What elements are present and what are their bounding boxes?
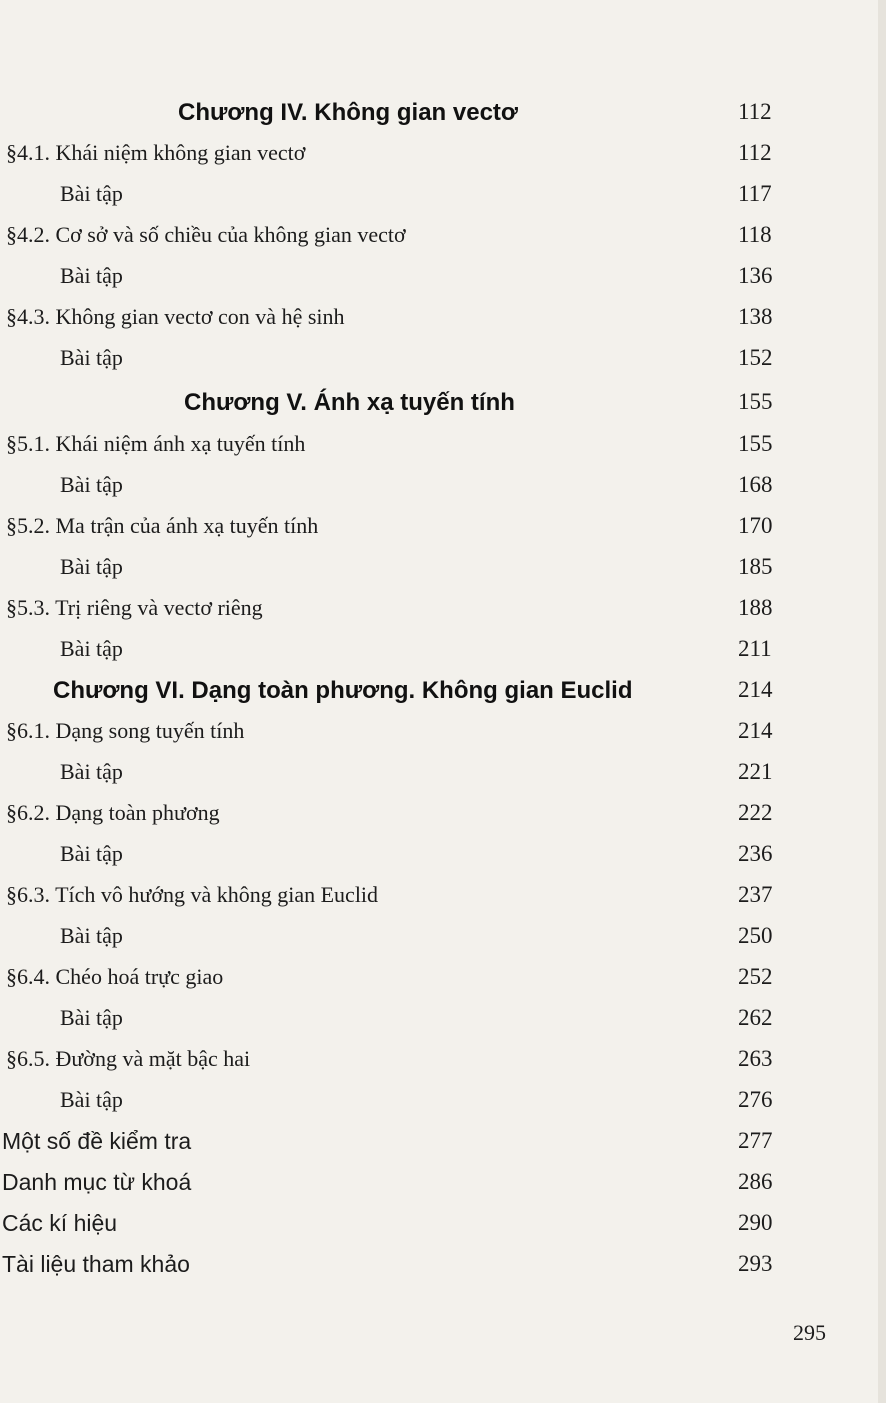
- toc-entry-section: [0, 222, 886, 262]
- entry-page: 170: [738, 513, 773, 538]
- toc-entry-exercise: [0, 1005, 886, 1045]
- entry-label: Bài tập: [60, 636, 123, 661]
- toc-entry-back-matter: [0, 1251, 886, 1291]
- entry-page: 152: [738, 345, 773, 370]
- entry-label: §4.3. Không gian vectơ con và hệ sinh: [6, 304, 345, 329]
- entry-label: Danh mục từ khoá: [2, 1169, 192, 1195]
- toc-entry-section: [0, 513, 886, 553]
- entry-page: 286: [738, 1169, 773, 1194]
- toc-entry-exercise: [0, 554, 886, 594]
- toc-entry-back-matter: [0, 1210, 886, 1250]
- entry-label: §6.4. Chéo hoá trực giao: [6, 964, 224, 989]
- toc-entry-section: [0, 800, 886, 840]
- chapter-page: 155: [738, 389, 773, 414]
- toc-entry-exercise: [0, 636, 886, 676]
- entry-label: §4.1. Khái niệm không gian vectơ: [6, 140, 306, 165]
- chapter-page: 214: [738, 677, 773, 702]
- entry-label: §6.5. Đường và mặt bậc hai: [6, 1046, 251, 1071]
- toc-entry-exercise: [0, 1087, 886, 1127]
- toc-entry-section: [0, 140, 886, 180]
- chapter-heading: [0, 389, 886, 429]
- entry-page: 118: [738, 222, 772, 247]
- entry-page: 211: [738, 636, 772, 661]
- entry-page: 290: [738, 1210, 773, 1235]
- entry-label: Một số đề kiểm tra: [2, 1128, 192, 1154]
- toc-entry-exercise: [0, 759, 886, 799]
- entry-page: 155: [738, 431, 773, 456]
- toc-entry-section: [0, 431, 886, 471]
- entry-page: 276: [738, 1087, 773, 1112]
- toc-entry-exercise: [0, 472, 886, 512]
- entry-label: Bài tập: [60, 554, 123, 579]
- entry-page: 117: [738, 181, 772, 206]
- chapter-title: Chương VI. Dạng toàn phương. Không gian Euclid: [53, 677, 633, 704]
- entry-page: 293: [738, 1251, 773, 1276]
- toc-entry-back-matter: [0, 1128, 886, 1168]
- chapter-title: Chương V. Ánh xạ tuyến tính: [184, 389, 515, 416]
- chapter-page: 112: [738, 99, 772, 124]
- entry-page: 237: [738, 882, 773, 907]
- entry-page: 252: [738, 964, 773, 989]
- entry-label: Bài tập: [60, 841, 123, 866]
- page-number: 295: [793, 1320, 826, 1345]
- entry-page: 250: [738, 923, 773, 948]
- entry-label: Bài tập: [60, 345, 123, 370]
- chapter-title: Chương IV. Không gian vectơ: [178, 99, 518, 126]
- entry-label: Bài tập: [60, 472, 123, 497]
- entry-label: Bài tập: [60, 1005, 123, 1030]
- entry-label: §6.2. Dạng toàn phương: [6, 800, 220, 825]
- entry-page: 138: [738, 304, 773, 329]
- entry-label: Bài tập: [60, 923, 123, 948]
- entry-label: Bài tập: [60, 263, 123, 288]
- chapter-heading: [0, 99, 886, 139]
- entry-page: 263: [738, 1046, 773, 1071]
- entry-label: §6.3. Tích vô hướng và không gian Euclid: [6, 882, 379, 907]
- entry-label: §5.2. Ma trận của ánh xạ tuyến tính: [6, 513, 319, 538]
- entry-page: 185: [738, 554, 773, 579]
- entry-page: 262: [738, 1005, 773, 1030]
- toc-entry-section: [0, 595, 886, 635]
- toc-entry-exercise: [0, 263, 886, 303]
- toc-entry-section: [0, 304, 886, 344]
- entry-page: 277: [738, 1128, 773, 1153]
- entry-label: §5.3. Trị riêng và vectơ riêng: [6, 595, 263, 620]
- toc-entry-back-matter: [0, 1169, 886, 1209]
- toc-entry-section: [0, 718, 886, 758]
- entry-page: 112: [738, 140, 772, 165]
- entry-page: 221: [738, 759, 773, 784]
- toc-entry-section: [0, 882, 886, 922]
- entry-page: 236: [738, 841, 773, 866]
- entry-label: §4.2. Cơ sở và số chiều của không gian vectơ: [6, 222, 406, 247]
- entry-page: 214: [738, 718, 773, 743]
- toc-entry-exercise: [0, 345, 886, 385]
- toc-entry-section: [0, 964, 886, 1004]
- entry-label: §6.1. Dạng song tuyến tính: [6, 718, 245, 743]
- entry-label: Bài tập: [60, 759, 123, 784]
- toc-entry-section: [0, 1046, 886, 1086]
- entry-page: 188: [738, 595, 773, 620]
- toc-entry-exercise: [0, 923, 886, 963]
- entry-label: Các kí hiệu: [2, 1210, 118, 1236]
- entry-label: §5.1. Khái niệm ánh xạ tuyến tính: [6, 431, 306, 456]
- entry-page: 168: [738, 472, 773, 497]
- entry-label: Tài liệu tham khảo: [2, 1251, 190, 1277]
- entry-page: 136: [738, 263, 773, 288]
- toc-entry-exercise: [0, 181, 886, 221]
- entry-page: 222: [738, 800, 773, 825]
- entry-label: Bài tập: [60, 181, 123, 206]
- chapter-heading: [0, 677, 886, 717]
- entry-label: Bài tập: [60, 1087, 123, 1112]
- toc-entry-exercise: [0, 841, 886, 881]
